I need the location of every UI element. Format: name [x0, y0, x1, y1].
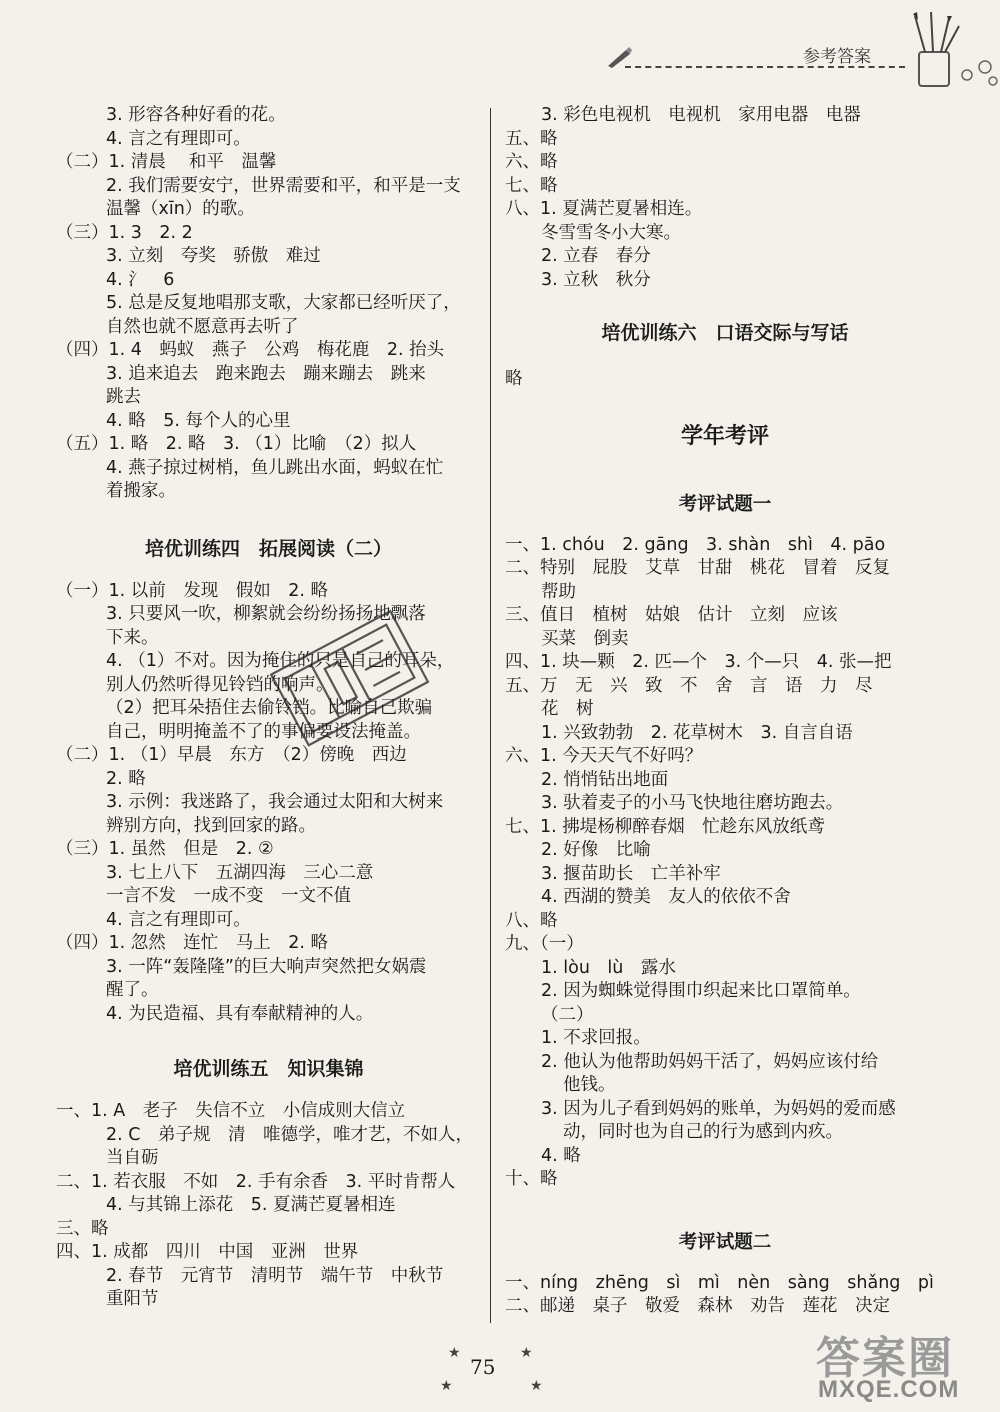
answer-line: 六、略	[505, 152, 558, 172]
star-icon: ★	[530, 1378, 543, 1394]
answer-line: 3. 示例：我迷路了，我会通过太阳和大树来	[106, 792, 444, 812]
answer-line: 七、1. 拂堤杨柳醉春烟 忙趁东风放纸鸢	[505, 816, 825, 837]
answer-line: 3. 立刻 夸奖 骄傲 难过	[106, 246, 321, 266]
answer-line: （二）1. （1）早晨 东方 （2）傍晚 西边	[56, 745, 407, 765]
answer-line: 1. lòu lù 露水	[541, 957, 676, 978]
answer-line: 七、略	[505, 175, 558, 196]
answer-line: 4. （1）不对。因为掩住的只是自己的耳朵，	[106, 651, 455, 671]
pen-icon	[606, 46, 632, 68]
answer-line: （四）1. 忽然 连忙 马上 2. 略	[56, 933, 329, 953]
answer-line: 别人仍然听得见铃铛的响声。	[106, 674, 334, 695]
answer-line: 4. 略 5. 每个人的心里	[106, 410, 291, 431]
answer-line: 下来。	[106, 627, 159, 648]
answer-line: （一）1. 以前 发现 假如 2. 略	[56, 580, 329, 601]
answer-line: 八、略	[505, 910, 558, 931]
answer-line: 三、值日 植树 姑娘 估计 立刻 应该	[505, 605, 838, 625]
answer-line: 自然也就不愿意再去听了	[106, 316, 299, 337]
answer-line: 花 树	[541, 699, 594, 719]
right-column	[505, 104, 945, 1319]
answer-line: 2. 悄悄钻出地面	[541, 769, 669, 790]
answer-line: 十、略	[505, 1169, 558, 1189]
answer-line: 4. 燕子掠过树梢，鱼儿跳出水面，蚂蚁在忙	[106, 457, 444, 478]
answer-line: （2）把耳朵捂住去偷铃铛。比喻自己欺骗	[106, 698, 433, 718]
answer-line: 八、1. 夏满芒夏暑相连。	[505, 199, 703, 219]
header-divider	[625, 66, 905, 68]
answer-line: 4. 略	[541, 1145, 581, 1166]
answer-line: （二）	[541, 1004, 594, 1025]
answer-line: 三、略	[56, 1218, 109, 1239]
answer-line: 动，同时也为自己的行为感到内疚。	[563, 1122, 843, 1142]
answer-line: 4. 与其锦上添花 5. 夏满芒夏暑相连	[106, 1195, 396, 1215]
answer-line: 自己，明明掩盖不了的事偏要设法掩盖。	[106, 721, 421, 742]
section-title: 学年考评	[680, 423, 769, 449]
answer-line: 辨别方向，找到回家的路。	[106, 815, 316, 836]
answer-line: 重阳节	[106, 1289, 159, 1309]
answer-line: 2. 立春 春分	[541, 246, 651, 266]
answer-line: 二、邮递 桌子 敬爱 森林 劝告 莲花 决定	[505, 1296, 890, 1316]
star-icon: ★	[520, 1345, 533, 1361]
answer-line: 他钱。	[563, 1075, 616, 1095]
answer-line: 2. 春节 元宵节 清明节 端午节 中秋节	[106, 1265, 444, 1286]
answer-line: 跳去	[106, 387, 141, 407]
answer-line: 醒了。	[106, 980, 159, 1000]
watermark-logo: 答案圈	[816, 1333, 954, 1384]
answer-line: 2. 他认为他帮助妈妈干活了，妈妈应该付给	[541, 1051, 879, 1072]
answer-line: 4. 西湖的赞美 友人的依依不舍	[541, 887, 791, 907]
answer-line: （四）1. 4 蚂蚁 燕子 公鸡 梅花鹿 2. 抬头	[56, 340, 445, 360]
answer-line: 1. 兴致勃勃 2. 花草树木 3. 自言自语	[541, 722, 853, 743]
answer-line: （三）1. 虽然 但是 2. ②	[56, 839, 274, 859]
answer-line: 3. 只要风一吹，柳絮就会纷纷扬扬地飘落	[106, 604, 426, 624]
answer-line: 3. 一阵“轰隆隆”的巨大响声突然把女娲震	[106, 956, 427, 977]
answer-line: 二、特别 屁股 艾草 甘甜 桃花 冒着 反复	[505, 558, 890, 578]
answer-line: 2. 好像 比喻	[541, 840, 651, 860]
section-title: 培优训练四 拓展阅读（二）	[144, 537, 392, 560]
answer-line: 一言不发 一成不变 一文不值	[106, 886, 351, 906]
answer-line: 四、1. 成都 四川 中国 亚洲 世界	[56, 1242, 359, 1262]
answer-line: 四、1. 块—颗 2. 匹—个 3. 个—只 4. 张—把	[505, 652, 892, 672]
exam-title: 考评试题一	[678, 493, 772, 515]
answer-line: 3. 因为儿子看到妈妈的账单，为妈妈的爱而感	[541, 1098, 896, 1119]
anti-piracy-stamp	[262, 598, 437, 758]
answer-line: （五）1. 略 2. 略 3. （1）比喻 （2）拟人	[56, 434, 417, 454]
answer-line: 3. 形容各种好看的花。	[106, 105, 286, 125]
watermark-url: MXQE.COM	[818, 1376, 960, 1403]
section-title: 培优训练六 口语交际与写话	[601, 322, 849, 344]
star-icon: ★	[448, 1345, 461, 1361]
answer-line: 买菜 倒卖	[541, 628, 629, 649]
answer-line: 一、1. chóu 2. gāng 3. shàn shì 4. pāo	[505, 534, 886, 555]
answer-line: 4. 言之有理即可。	[106, 128, 251, 149]
answer-line: 2. C 弟子规 清 唯德学，唯才艺，不如人，	[106, 1124, 473, 1145]
answer-line: （二）1. 清晨 和平 温馨	[56, 152, 277, 172]
answer-line: 5. 总是反复地唱那支歌，大家都已经听厌了，	[106, 293, 461, 313]
header-label: 参考答案	[803, 47, 871, 67]
answer-line: 3. 七上八下 五湖四海 三心二意	[106, 862, 374, 883]
answer-line: 帮助	[541, 581, 576, 602]
answer-line: 着搬家。	[106, 481, 176, 501]
answer-line: 3. 驮着麦子的小马飞快地往磨坊跑去。	[541, 793, 844, 813]
answer-line: 2. 略	[106, 768, 146, 789]
flower-icon	[955, 55, 1000, 90]
section-title: 培优训练五 知识集锦	[173, 1058, 364, 1080]
answer-line: 2. 我们需要安宁，世界需要和平，和平是一支	[106, 175, 461, 196]
answer-line: 五、万 无 兴 致 不 舍 言 语 力 尽	[505, 675, 873, 696]
answer-line: 略	[505, 369, 523, 389]
answer-line: 冬雪雪冬小大寒。	[541, 222, 681, 243]
answer-line: 4. 言之有理即可。	[106, 909, 251, 930]
answer-line: 当自砺	[106, 1148, 159, 1168]
answer-line: 2. 因为蜘蛛觉得围巾织起来比口罩简单。	[541, 981, 861, 1001]
page-number: 75	[470, 1355, 496, 1379]
star-icon: ★	[440, 1378, 453, 1394]
answer-line: 3. 彩色电视机 电视机 家用电器 电器	[541, 105, 861, 125]
answer-line: 3. 揠苗助长 亡羊补牢	[541, 863, 721, 884]
answer-line: 六、1. 今天天气不好吗？	[505, 746, 703, 766]
answer-line: 二、1. 若衣服 不如 2. 手有余香 3. 平时肯帮人	[56, 1171, 456, 1192]
answer-line: 1. 不求回报。	[541, 1028, 651, 1048]
answer-line: 4. 为民造福、具有奉献精神的人。	[106, 1003, 374, 1024]
answer-line: 一、níng zhēng sì mì nèn sàng shǎng pì	[505, 1272, 934, 1293]
answer-line: 3. 追来追去 跑来跑去 蹦来蹦去 跳来	[106, 363, 426, 384]
answer-line: 五、略	[505, 128, 558, 149]
answer-line: 九、（一）	[505, 934, 584, 954]
column-divider	[490, 108, 491, 1323]
exam-title: 考评试题二	[678, 1231, 772, 1253]
answer-line: 一、1. A 老子 失信不立 小信成则大信立	[56, 1101, 406, 1121]
answer-line: 4. 氵 6	[106, 269, 175, 290]
answer-line: 温馨（xīn）的歌。	[106, 199, 255, 219]
answer-line: （三）1. 3 2. 2	[56, 222, 193, 243]
answer-line: 3. 立秋 秋分	[541, 269, 651, 290]
